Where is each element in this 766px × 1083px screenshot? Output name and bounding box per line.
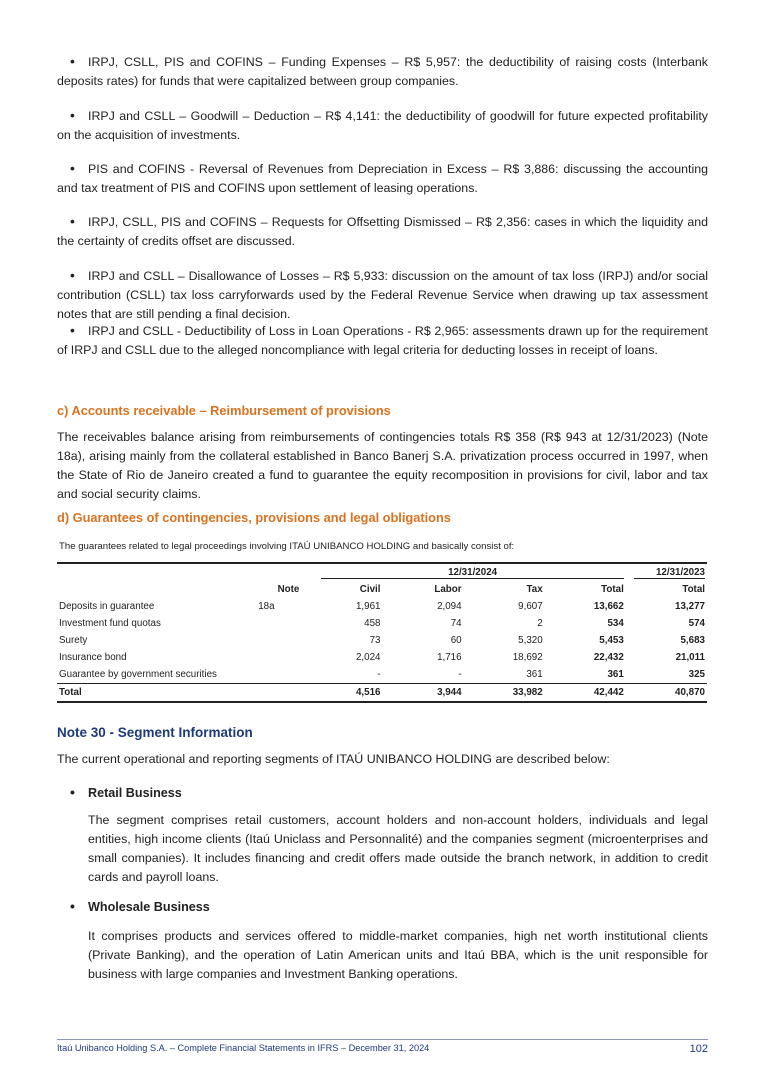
segment-title: • Wholesale Business [70,898,210,914]
note30-heading: Note 30 - Segment Information [57,725,253,740]
cell-labor: 74 [450,618,462,629]
table-row [57,666,707,684]
table-row [57,615,707,632]
cell-tax: 18,692 [512,652,543,663]
bullet-icon: • [70,160,75,176]
cell-total: 534 [607,618,624,629]
cell-civil: 2,024 [355,652,381,663]
table-row [57,598,707,615]
period-2023: 12/31/2023 [626,563,707,581]
cell-civil: 73 [369,635,381,646]
table-row [57,649,707,666]
bullet-item: • IRPJ, CSLL, PIS and COFINS – Funding Expenses – R$ 5,957: the deductibility of raising costs (Interbank deposits rates) for funds that were capitalized between group companies. [57,53,708,88]
bullet-icon: • [70,322,75,338]
cell-note [256,615,301,632]
bullet-icon: • [70,784,75,800]
page-footer: Itaú Unibanco Holding S.A. – Complete Financial Statements in IFRS – December 31, 2024 102 [57,1039,708,1053]
cell-total2023: 325 [688,669,705,680]
table-header-row: Note Civil Labor Tax Total Total [277,584,705,595]
table-row [57,632,707,649]
cell-total: 5,453 [599,635,624,646]
cell-label: Surety [59,635,88,646]
period-2024: 12/31/2024 [301,563,625,581]
bullet-item: • IRPJ, CSLL, PIS and COFINS – Requests for Offsetting Dismissed – R$ 2,356: cases in which the liquidity and the certainty of credits offset are discussed. [57,213,708,248]
cell-total2023: 574 [688,618,705,629]
bullet-icon: • [70,213,75,229]
cell-note: 18a [258,601,275,612]
bullet-icon: • [70,53,75,69]
bullet-item: • IRPJ and CSLL - Deductibility of Loss in Loan Operations - R$ 2,965: assessments drawn up for the requirement of IRPJ and CSLL due to the alleged noncompliance with legal criteria for deducting losses in receipt of loans. [57,322,708,357]
bullet-item: • IRPJ and CSLL – Disallowance of Losses – R$ 5,933: discussion on the amount of tax loss (IRPJ) and/or social contribution (CSLL) tax loss carryforwards used by the Federal Revenue Service when drawing up tax assessment notes that are still pending a final decision. [57,267,708,321]
segment-text: It comprises products and services offered to middle-market companies, high net worth institutional clients (Private Banking), and the operation of Latin American units and Itaú BBA, which is the unit responsible for business with large companies and Investment Banking operations. [88,929,708,981]
segment-title: • Retail Business [70,784,182,800]
guarantees-table [57,562,707,703]
bullet-item: • IRPJ and CSLL – Goodwill – Deduction – R$ 4,141: the deductibility of goodwill for future expected profitability on the acquisition of investments. [57,107,708,142]
cell-tax: 361 [526,669,543,680]
cell-total: 361 [607,669,624,680]
cell-labor: 60 [450,635,462,646]
cell-civil: 1,961 [355,601,381,612]
cell-civil: 458 [364,618,381,629]
cell-labor: 2,094 [437,601,462,612]
cell-total2023: 13,277 [675,601,705,612]
cell-tax: 9,607 [518,601,543,612]
bullet-icon: • [70,107,75,123]
cell-label: Investment fund quotas [59,618,161,629]
cell-tax: 2 [537,618,543,629]
cell-labor: 1,716 [437,652,462,663]
note30-intro: The current operational and reporting segments of ITAÚ UNIBANCO HOLDING are described below: [57,752,610,766]
section-c-text: The receivables balance arising from reimbursements of contingencies totals R$ 358 (R$ 943 at 12/31/2023) (Note 18a), arising mainly from the collateral established in Banco Banerj S.A. privatization process occurred in 1997, when the State of Rio de Janeiro created a fund to guarantee the equity recomposition in provisions for civil, labor and tax and social security claims. [57,430,708,501]
table-caption: The guarantees related to legal proceedings involving ITAÚ UNIBANCO HOLDING and basically consist of: [59,541,515,552]
cell-total: 22,432 [593,652,624,663]
cell-label: Insurance bond [59,652,127,663]
table-total-row: Total 4,516 3,944 33,982 42,442 40,870 [57,684,707,703]
cell-total: 13,662 [593,601,624,612]
cell-note [256,649,301,666]
cell-note [256,666,301,684]
cell-civil: - [377,669,381,680]
section-d-heading: d) Guarantees of contingencies, provisions and legal obligations [57,510,451,525]
bullet-icon: • [70,267,75,283]
page-number: 102 [689,1043,708,1055]
cell-label: Guarantee by government securities [59,669,217,680]
cell-label: Deposits in guarantee [59,601,155,612]
cell-total2023: 21,011 [675,652,705,663]
bullet-icon: • [70,898,75,914]
cell-labor: - [458,669,462,680]
section-c-heading: c) Accounts receivable – Reimbursement of provisions [57,403,391,418]
cell-note [256,632,301,649]
cell-tax: 5,320 [518,635,543,646]
segment-text: The segment comprises retail customers, account holders and non-account holders, individuals and legal entities, high income clients (Itaú Uniclass and Personnalité) and the companies segment (microenterprises and small companies). It includes financing and credit offers made outside the branch network, in addition to credit cards and payroll loans. [88,813,708,884]
cell-total2023: 5,683 [680,635,705,646]
bullet-item: • PIS and COFINS - Reversal of Revenues from Depreciation in Excess – R$ 3,886: discussing the accounting and tax treatment of PIS and COFINS upon settlement of leasing operations. [57,160,708,195]
